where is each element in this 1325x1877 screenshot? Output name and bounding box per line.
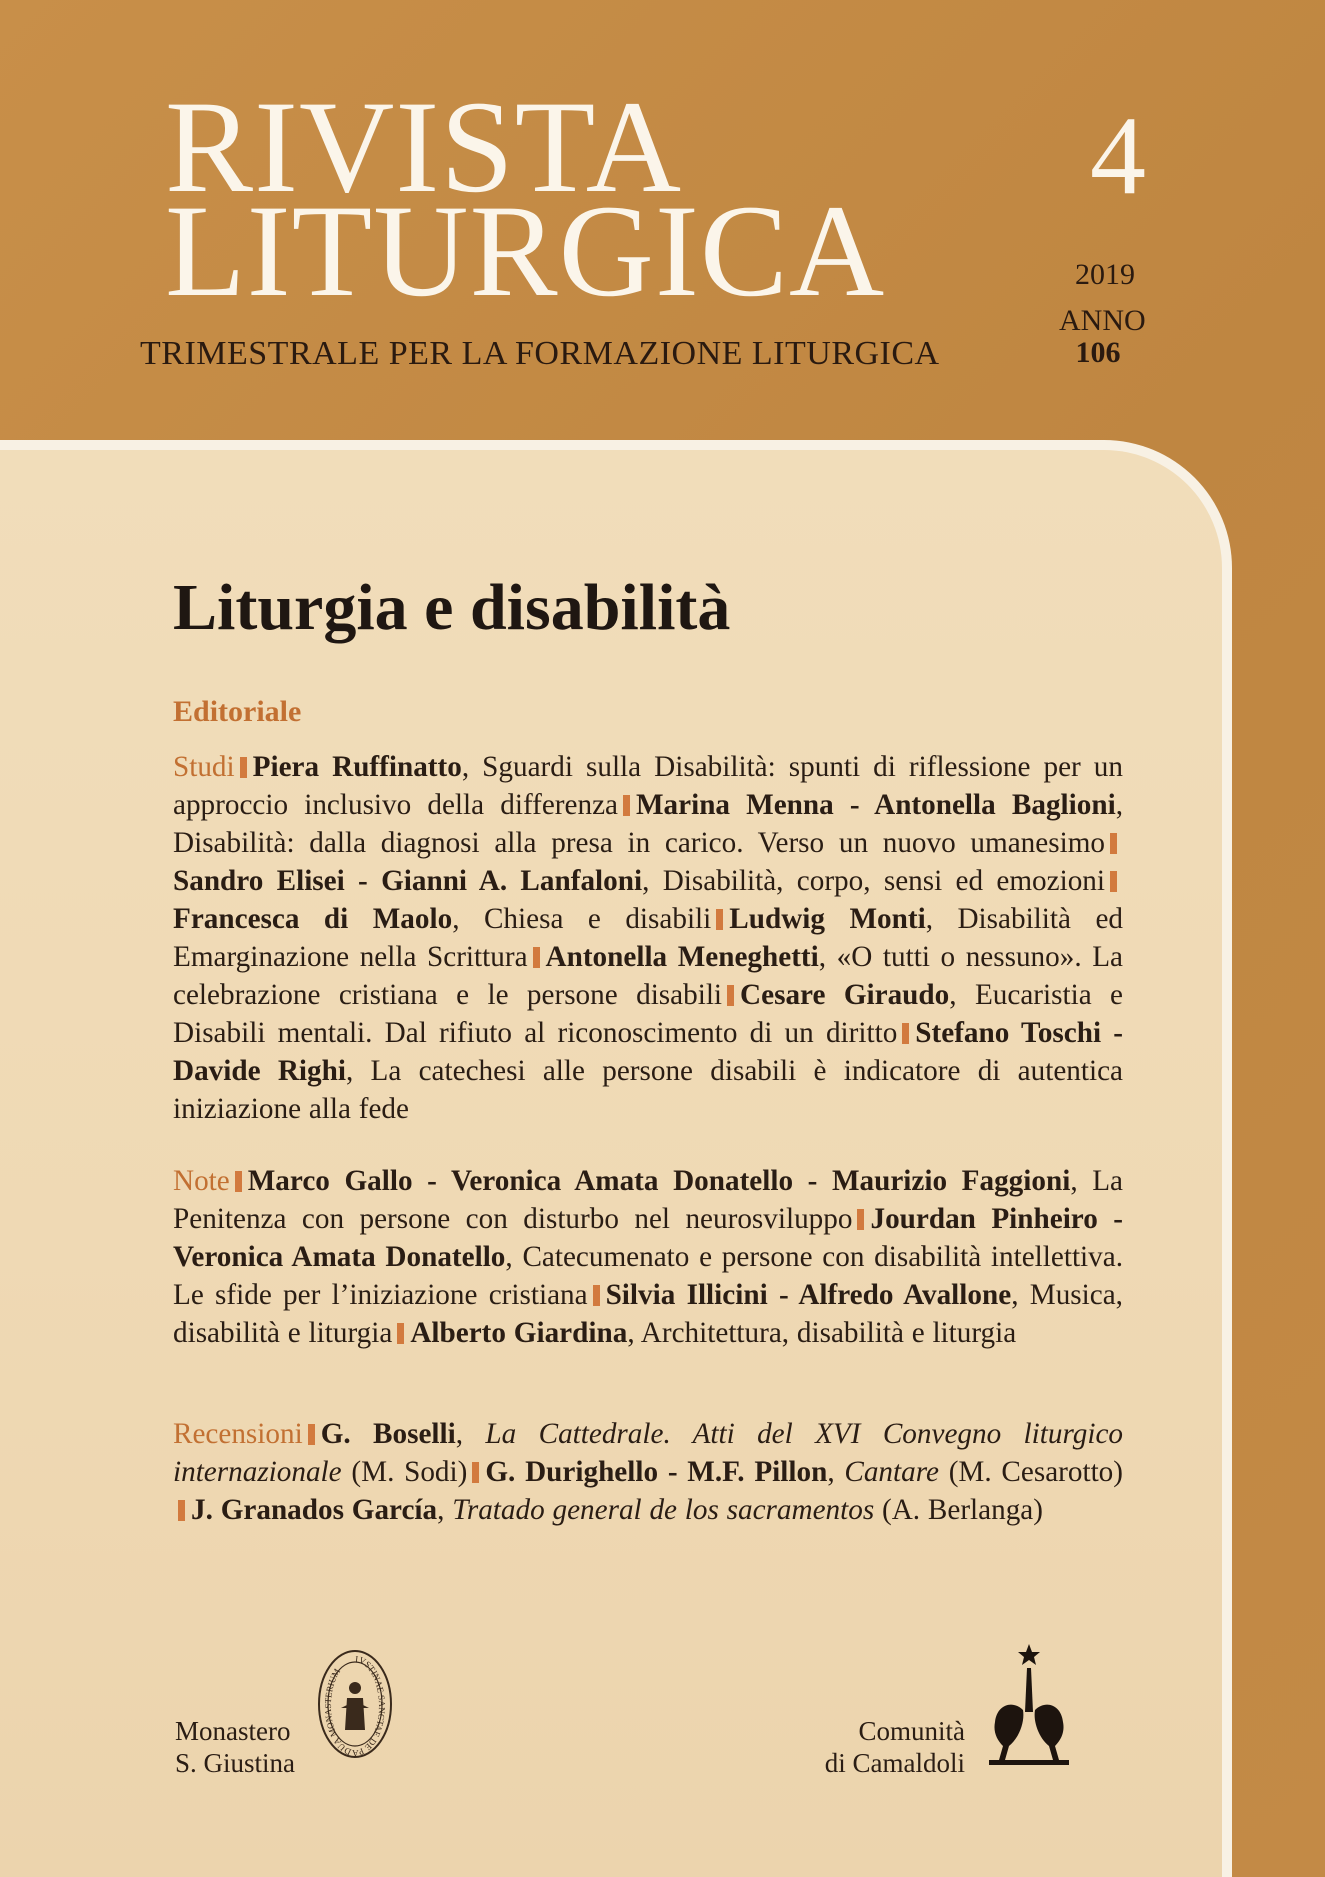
entry-author: Jourdan Pinheiro - Veronica Amata Donatello [173, 1203, 1123, 1273]
recensioni-section: Recensioni G. Boselli, La Cattedrale. Atti del XVI Convegno liturgico internazionale (M. Sodi) G. Durighello - M.F. Pillon, Cantare (M. Cesarotto)J. Granados García, Tratado general de los sacramentos (A. Berlanga) [173, 1418, 1123, 1526]
entry-author: Cesare Giraudo [740, 979, 950, 1011]
entry-separator [1110, 833, 1117, 854]
entry-separator [472, 1462, 479, 1483]
entry-author: Antonella Meneghetti [545, 941, 819, 973]
issue-volume [1059, 304, 1146, 369]
entry-reviewer: (A. Berlanga) [882, 1494, 1043, 1526]
camaldoli-doves-emblem-icon [983, 1642, 1075, 1767]
publisher-camaldoli [780, 1715, 965, 1779]
entry-author: Francesca di Maolo [173, 903, 453, 935]
entry-separator [1110, 871, 1117, 892]
anno-label: ANNO [1059, 304, 1146, 337]
entry-separator [178, 1500, 185, 1521]
entry-separator [240, 757, 247, 778]
entry-title: Cantare [844, 1456, 939, 1488]
publisher-monastero [175, 1715, 295, 1779]
entry-separator [716, 909, 723, 930]
entry-separator [593, 1285, 600, 1306]
anno-value: 106 [1075, 336, 1121, 369]
entry-author: Marco Gallo - Veronica Amata Donatello - Maurizio Faggioni [247, 1165, 1071, 1197]
entry-separator [727, 985, 734, 1006]
entry-author: G. Boselli [320, 1418, 456, 1450]
entry-title: «O tutti o nessuno». La celebrazione cristiana e le persone disabili [173, 941, 1123, 1011]
note-label: Note [173, 1165, 230, 1197]
entry-separator [857, 1209, 864, 1230]
entry-title: La Cattedrale. Atti del XVI Convegno liturgico internazionale [173, 1418, 1123, 1488]
entry-separator [397, 1323, 404, 1344]
entry-author: J. Granados García [191, 1494, 438, 1526]
journal-title [165, 73, 886, 324]
entry-title: Sguardi sulla Disabilità: spunti di riflessione per un approccio inclusivo della differenza [173, 751, 1123, 821]
monastero-line1: Monastero [175, 1716, 291, 1746]
entry-author: G. Durighello - M.F. Pillon [485, 1456, 828, 1488]
entry-title: La catechesi alle persone disabili è indicatore di autentica iniziazione alla fede [173, 1055, 1124, 1125]
editoriale-heading: Editoriale [173, 695, 302, 728]
entry-separator [235, 1171, 242, 1192]
entry-title: Eucaristia e Disabili mentali. Dal rifiuto al riconoscimento di un diritto [173, 979, 1124, 1049]
entry-reviewer: (M. Sodi) [351, 1456, 468, 1488]
entry-author: Marina Menna - Antonella Baglioni [635, 789, 1116, 821]
issue-number: 4 [1090, 94, 1146, 218]
entry-title: La Penitenza con persone con disturbo nel neurosviluppo [173, 1165, 1124, 1235]
studi-label: Studi [173, 751, 235, 783]
camaldoli-line2: di Camaldoli [824, 1748, 965, 1778]
entry-title: Disabilità: dalla diagnosi alla presa in carico. Verso un nuovo umanesimo [173, 827, 1105, 859]
entry-separator [902, 1023, 909, 1044]
recensioni-label: Recensioni [173, 1418, 303, 1450]
entry-author: Silvia Illicini - Alfredo Avallone [605, 1279, 1012, 1311]
entry-title: Disabilità ed Emarginazione nella Scrittura [173, 903, 1123, 973]
entry-author: Piera Ruffinatto [252, 751, 462, 783]
note-section: Note Marco Gallo - Veronica Amata Donatello - Maurizio Faggioni, La Penitenza con persone con disturbo nel neurosviluppo Jourdan Pinheiro - Veronica Amata Donatello, Catecumenato e persone con disabilità intellettiva. Le sfide per l’iniziazione cristiana Silvia Illicini - Alfredo Avallone, Musica, disabilità e liturgia Alberto Giardina, Architettura, disabilità e liturgia [173, 1165, 1124, 1349]
entry-separator [623, 795, 630, 816]
seal-text-path: IVSTINAE SANCTAE DE PADUA MONASTERIUM [322, 1653, 388, 1759]
camaldoli-line1: Comunità [858, 1716, 965, 1746]
issue-year: 2019 [1075, 258, 1135, 291]
monastero-line2: S. Giustina [175, 1748, 296, 1778]
monastero-seal-icon [315, 1648, 395, 1760]
entry-title: Tratado general de los sacramentos [452, 1494, 875, 1526]
entry-title: Architettura, disabilità e liturgia [640, 1317, 1017, 1349]
entry-author: Sandro Elisei - Gianni A. Lanfaloni [173, 865, 643, 897]
entry-title: Disabilità, corpo, sensi ed emozioni [662, 865, 1105, 897]
entry-separator [308, 1424, 315, 1445]
journal-title-line2: LITURGICA [165, 177, 886, 324]
entry-author: Alberto Giardina [410, 1317, 628, 1349]
journal-title-line1: RIVISTA [165, 73, 683, 220]
entry-title: Catecumenato e persone con disabilità intellettiva. Le sfide per l’iniziazione cristiana [173, 1241, 1124, 1311]
entry-title: Musica, disabilità e liturgia [173, 1279, 1123, 1349]
studi-section: Studi Piera Ruffinatto, Sguardi sulla Disabilità: spunti di riflessione per un approccio inclusivo della differenza Marina Menna - Antonella Baglioni, Disabilità: dalla diagnosi alla presa in carico. Verso un nuovo umanesimoSandro Elisei - Gianni A. Lanfaloni, Disabilità, corpo, sensi ed emozioniFrancesca di Maolo, Chiesa e disabili Ludwig Monti, Disabilità ed Emarginazione nella Scrittura Antonella Meneghetti, «O tutti o nessuno». La celebrazione cristiana e le persone disabili Cesare Giraudo, Eucaristia e Disabili mentali. Dal rifiuto al riconoscimento di un diritto Stefano Toschi - Davide Righi, La catechesi alle persone disabili è indicatore di autentica iniziazione alla fede [173, 751, 1124, 1125]
issue-theme-title: Liturgia e disabilità [173, 571, 731, 644]
entry-separator [533, 947, 540, 968]
entry-title: Chiesa e disabili [483, 903, 712, 935]
entry-reviewer: (M. Cesarotto) [948, 1456, 1123, 1488]
journal-subtitle: TRIMESTRALE PER LA FORMAZIONE LITURGICA [140, 335, 940, 372]
entry-author: Ludwig Monti [729, 903, 926, 935]
entry-author: Stefano Toschi - Davide Righi [173, 1017, 1123, 1087]
